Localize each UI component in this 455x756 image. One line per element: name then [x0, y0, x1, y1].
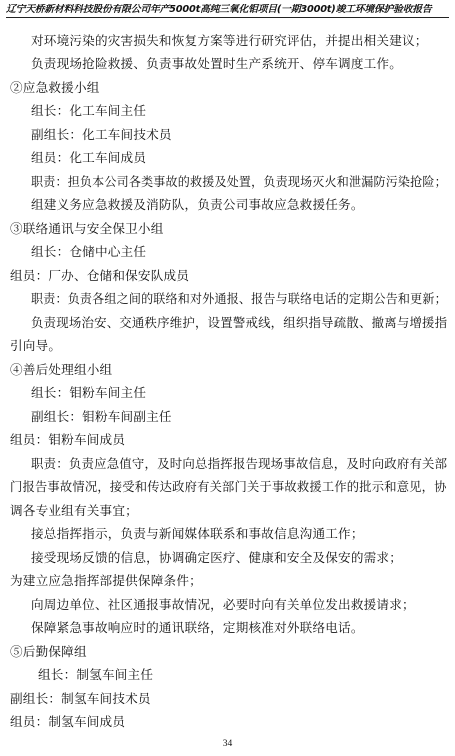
body-line: 组员：化工车间成员: [31, 150, 147, 165]
body-line: 副组长：钼粉车间副主任: [31, 409, 172, 424]
body-line: 组建义务应急救援及消防队，负责公司事故应急救援任务。: [31, 197, 364, 212]
body-line: 接总指挥指示，负责与新闻媒体联系和事故信息沟通工作；: [31, 526, 364, 541]
body-line: 组员：厂办、仓储和保安队成员: [10, 268, 190, 283]
body-line: 组员：钼粉车间成员: [10, 432, 126, 447]
body-line: 副组长：制氢车间技术员: [10, 691, 151, 706]
body-line: 组员：制氢车间成员: [10, 714, 126, 729]
body-line: 引向导。: [10, 338, 62, 353]
body-line: 门报告事故情况，接受和传达政府有关部门关于事故救援工作的批示和意见，协: [10, 479, 447, 494]
body-line: 调各专业组有关事宜；: [10, 503, 138, 518]
header-rule: [6, 17, 449, 18]
body-line: 组长：制氢车间主任: [38, 667, 154, 682]
page-number: 34: [222, 739, 233, 749]
body-line: 组长：钼粉车间主任: [31, 385, 147, 400]
body-line: 负责现场抢险救援、负责事故处置时生产系统开、停车调度工作。: [31, 56, 403, 71]
body-line: 职责：负责应急值守，及时向总指挥报告现场事故信息，及时向政府有关部: [31, 456, 448, 471]
section-heading: ③联络通讯与安全保卫小组: [10, 221, 164, 236]
body-line: 接受现场反馈的信息，协调确定医疗、健康和安全及保安的需求；: [31, 550, 403, 565]
section-heading: ④善后处理组小组: [10, 362, 113, 377]
body-line: 为建立应急指挥部提供保障条件；: [10, 573, 202, 588]
body-line: 保障紧急事故响应时的通讯联络，定期核准对外联络电话。: [31, 620, 364, 635]
body-line: 组长：化工车间主任: [31, 103, 147, 118]
body-line: 职责：担负本公司各类事故的救援及处置，负责现场灭火和泄漏防污染抢险；: [31, 174, 447, 189]
body-line: 组长：仓储中心主任: [31, 244, 147, 259]
section-heading: ②应急救援小组: [10, 80, 100, 95]
body-line: 负责现场治安、交通秩序维护，设置警戒线，组织指导疏散、撤离与增援指: [31, 315, 448, 330]
section-heading: ⑤后勤保障组: [10, 644, 87, 659]
body-line: 向周边单位、社区通报事故情况，必要时向有关单位发出救援请求；: [31, 597, 415, 612]
body-line: 对环境污染的灾害损失和恢复方案等进行研究评估，并提出相关建议；: [31, 33, 428, 48]
body-line: 职责：负责各组之间的联络和对外通报、报告与联络电话的定期公告和更新；: [31, 291, 447, 306]
page-header-title: 辽宁天桥新材料科技股份有限公司年产5000t高纯三氧化钼项目(一期3000t)竣工环境保护验收报告: [6, 4, 432, 15]
body-line: 副组长：化工车间技术员: [31, 127, 172, 142]
